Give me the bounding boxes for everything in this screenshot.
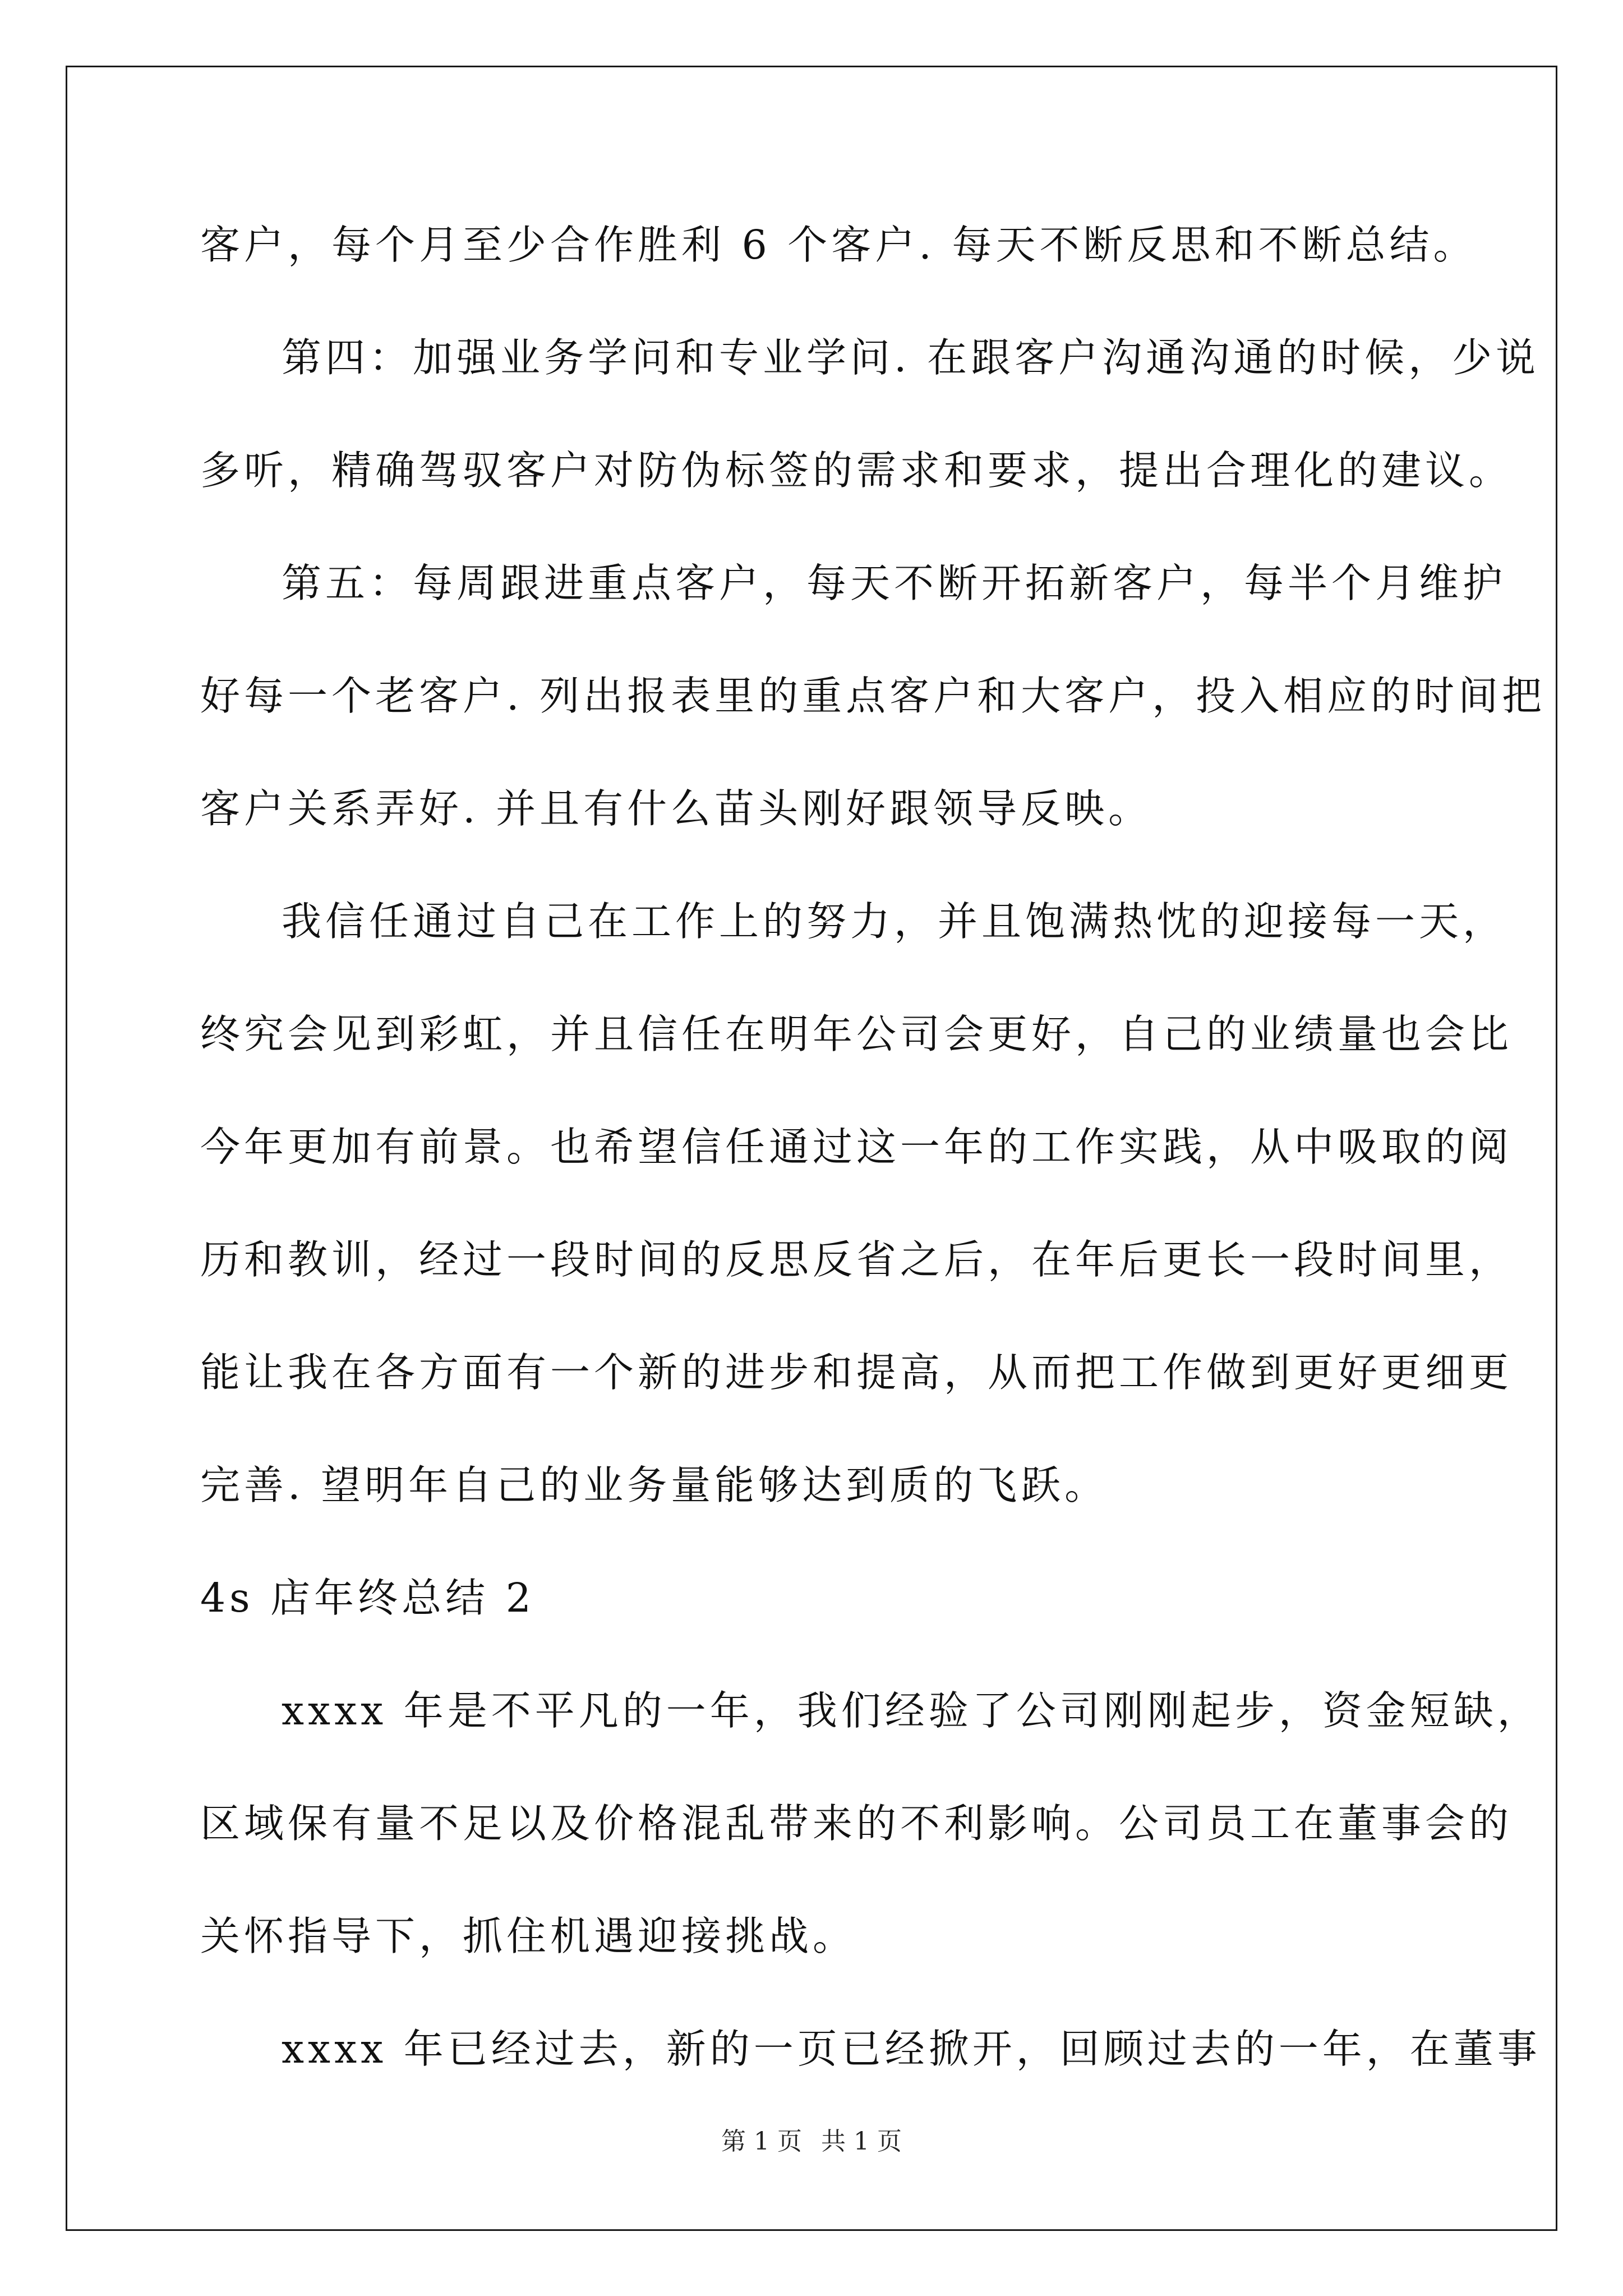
text-line: 终究会见到彩虹，并且信任在明年公司会更好，自己的业绩量也会比	[200, 1011, 1513, 1057]
paragraph-start-line: xxxx 年已经过去，新的一页已经掀开，回顾过去的一年，在董事	[282, 2026, 1541, 2072]
text-line: 客户关系弄好. 并且有什么苗头刚好跟领导反映。	[200, 785, 1152, 832]
section-heading: 4s 店年终总结 2	[200, 1575, 535, 1621]
text-line: 能让我在各方面有一个新的进步和提高，从而把工作做到更好更细更	[200, 1349, 1513, 1396]
page-footer	[0, 2125, 1623, 2159]
paragraph-start-line: 我信任通过自己在工作上的努力，并且饱满热忱的迎接每一天，	[282, 898, 1507, 945]
paragraph-start-line: 第五：每周跟进重点客户，每天不断开拓新客户，每半个月维护	[282, 560, 1507, 606]
text-line: 今年更加有前景。也希望信任通过这一年的工作实践，从中吸取的阅	[200, 1124, 1513, 1170]
page-total: 共 1 页	[821, 2127, 902, 2156]
text-line: 区域保有量不足以及价格混乱带来的不利影响。公司员工在董事会的	[200, 1800, 1513, 1847]
text-line: 好每一个老客户. 列出报表里的重点客户和大客户，投入相应的时间把	[200, 673, 1546, 719]
page-number: 第 1 页	[721, 2127, 802, 2156]
text-line: 关怀指导下，抓住机遇迎接挑战。	[200, 1913, 857, 1959]
text-line: 客户，每个月至少合作胜利 6 个客户. 每天不断反思和不断总结。	[200, 222, 1477, 268]
paragraph-start-line: 第四：加强业务学问和专业学问. 在跟客户沟通沟通的时候，少说	[282, 334, 1540, 381]
text-line: 历和教训，经过一段时间的反思反省之后，在年后更长一段时间里，	[200, 1236, 1513, 1283]
text-line: 多听，精确驾驭客户对防伪标签的需求和要求，提出合理化的建议。	[200, 447, 1513, 494]
paragraph-start-line: xxxx 年是不平凡的一年，我们经验了公司刚刚起步，资金短缺，	[282, 1687, 1541, 1734]
text-line: 完善. 望明年自己的业务量能够达到质的飞跃。	[200, 1462, 1109, 1508]
